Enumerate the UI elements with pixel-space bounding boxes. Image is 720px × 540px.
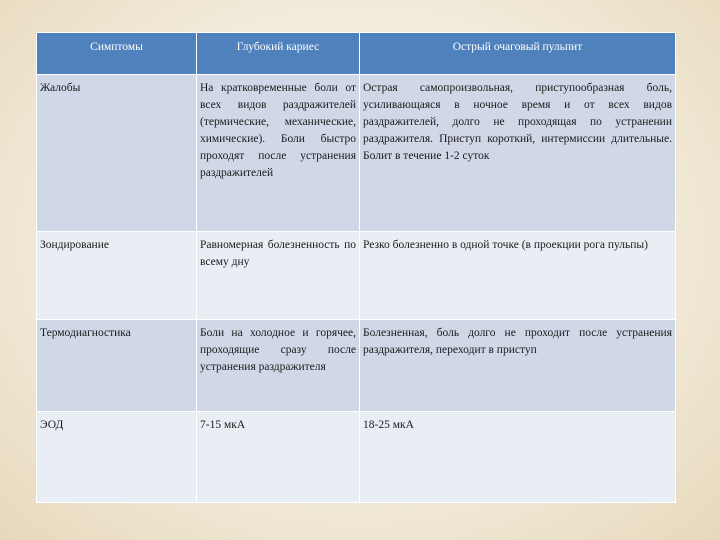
header-deep-caries: Глубокий кариес — [197, 33, 360, 75]
cell-symptom: Жалобы — [37, 75, 197, 232]
table-row-complaints — [37, 75, 676, 232]
cell-pulpitis: Острая самопроизвольная, приступообразная боль, усиливающаяся в ночное время и от всех видов раздражителей, долго не проходящая по устранении раздражителя. Приступ короткий, интермиссии длительные. Болит в течение 1-2 суток — [360, 75, 676, 232]
cell-symptom: Термодиагностика — [37, 320, 197, 412]
cell-deep-caries: 7-15 мкА — [197, 412, 360, 503]
header-symptoms: Симптомы — [37, 33, 197, 75]
cell-deep-caries: На кратковременные боли от всех видов раздражителей (термические, механические, химические). Боли быстро проходят после устранения раздражителей — [197, 75, 360, 232]
table-row-thermodiagnostics — [37, 320, 676, 412]
table-row-eod — [37, 412, 676, 503]
table-header-row — [37, 33, 676, 75]
table-row-probing — [37, 232, 676, 320]
cell-symptom: Зондирование — [37, 232, 197, 320]
cell-deep-caries: Боли на холодное и горячее, проходящие сразу после устранения раздражителя — [197, 320, 360, 412]
cell-symptom: ЭОД — [37, 412, 197, 503]
comparison-table — [36, 32, 676, 503]
cell-pulpitis: 18-25 мкА — [360, 412, 676, 503]
header-acute-focal-pulpitis: Острый очаговый пульпит — [360, 33, 676, 75]
cell-deep-caries: Равномерная болезненность по всему дну — [197, 232, 360, 320]
cell-pulpitis: Болезненная, боль долго не проходит после устранения раздражителя, переходит в приступ — [360, 320, 676, 412]
cell-pulpitis: Резко болезненно в одной точке (в проекции рога пульпы) — [360, 232, 676, 320]
